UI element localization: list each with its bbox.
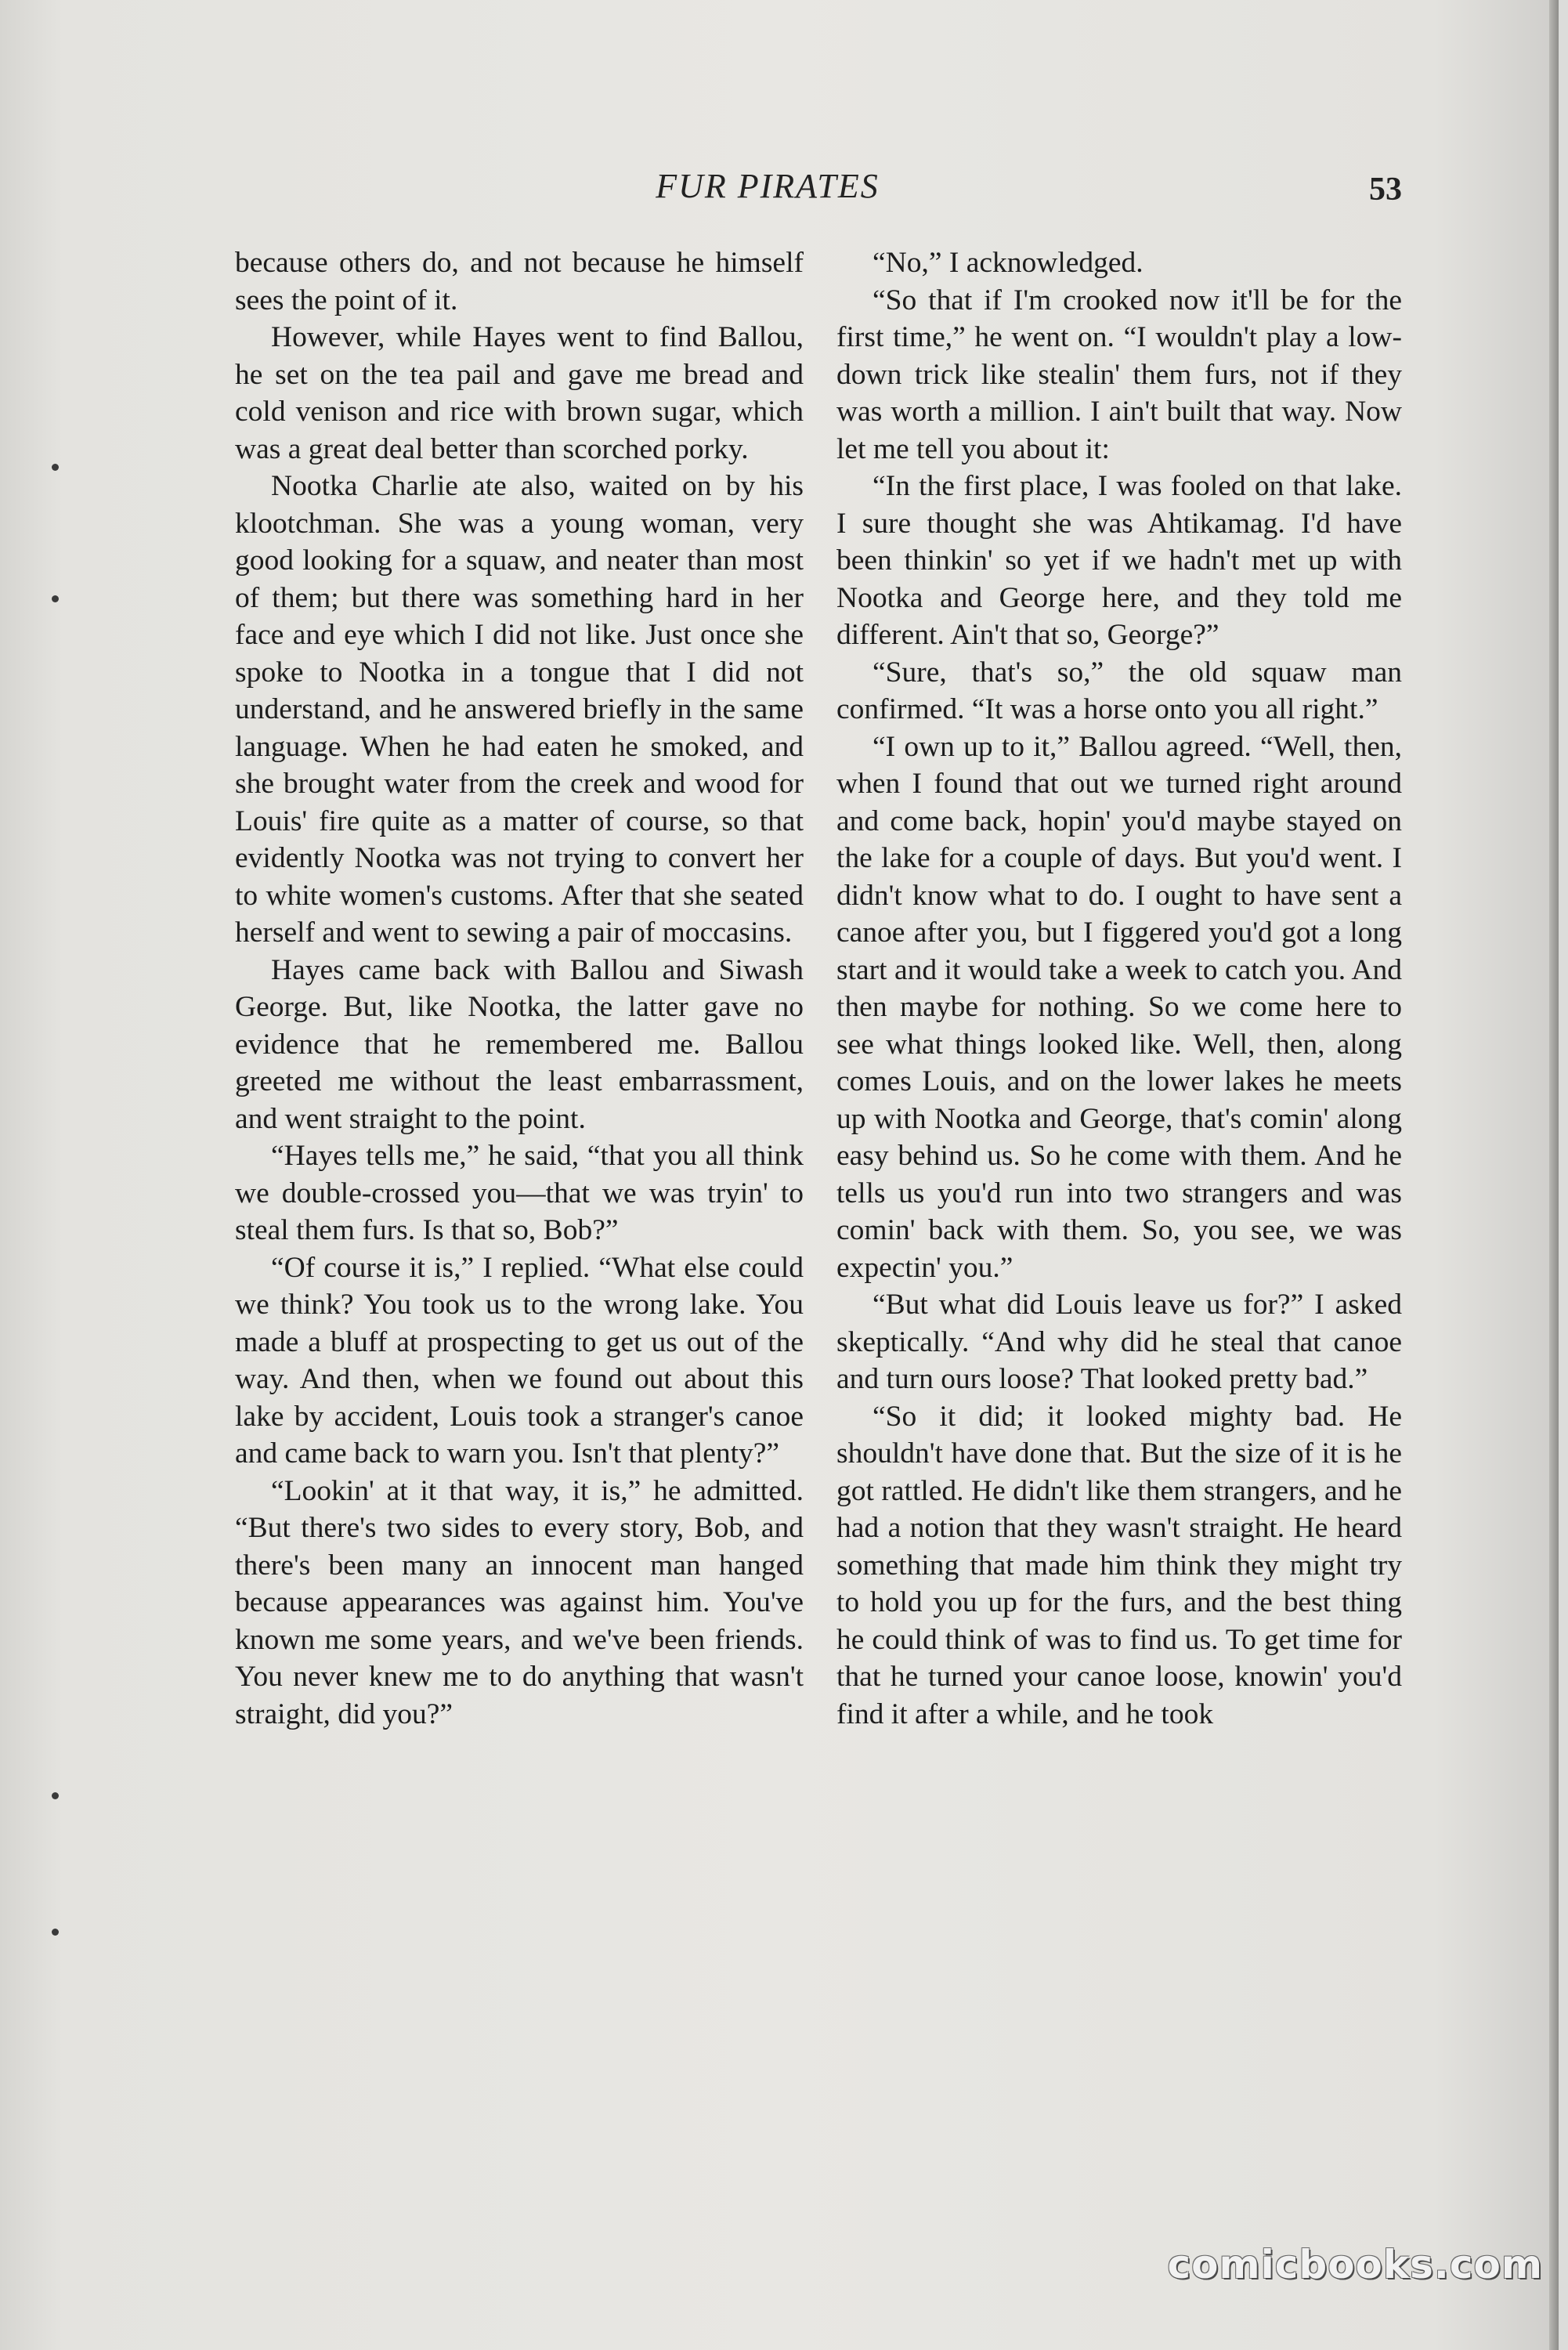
running-head-title: FUR PIRATES	[656, 167, 880, 205]
paragraph: because others do, and not because he himself sees the point of it.	[235, 247, 804, 316]
paragraph: “No,” I acknowledged.	[873, 247, 1143, 279]
paragraph: “So it did; it looked mighty bad. He shouldn't have done that. But the size of it is he got rattled. He didn't like them strangers, and he had a notion that they wasn't straight. He heard something that made him think they might try to hold you up for the furs, and the best thing he could think of was to find us. To get time for that he turned your canoe loose, knowin' you'd find it after a while, and he took	[836, 1400, 1402, 1730]
binding-hole	[52, 464, 59, 471]
paragraph: “So that if I'm crooked now it'll be for the first time,” he went on. “I wouldn't play a low-down trick like stealin' them furs, not if they was worth a million. I ain't built that way. Now let me tell you about it:	[836, 284, 1402, 465]
paragraph: “Of course it is,” I replied. “What else could we think? You took us to the wrong lake. You made a bluff at prospecting to get us out of the way. And then, when we found out about this lake by accident, Louis took a stranger's canoe and came back to warn you. Isn't that plenty?”	[235, 1251, 804, 1470]
paragraph: “Sure, that's so,” the old squaw man confirmed. “It was a horse onto you all right.”	[836, 656, 1402, 725]
binding-hole	[52, 595, 59, 602]
paragraph: “Lookin' at it that way, it is,” he admitted. “But there's two sides to every story, Bob, and there's been many an innocent man hanged because appearances was against him. You've known me some years, and we've been friends. You never knew me to do anything that wasn't straight, did you?”	[235, 1474, 804, 1730]
paragraph: “I own up to it,” Ballou agreed. “Well, then, when I found that out we turned right around and come back, hopin' you'd maybe stayed on the lake for a couple of days. But you'd went. I didn't know what to do. I ought to have sent a canoe after you, but I figgered you'd got a long start and it would take a week to catch you. And then maybe for nothing. So we come here to see what things looked like. Well, then, along comes Louis, and on the lower lakes he meets up with Nootka and George, that's comin' along easy behind us. So he come with them. And he tells us you'd run into two strangers and was comin' back with them. So, you see, we was expectin' you.”	[836, 730, 1402, 1284]
site-watermark: comicbooks.com	[1167, 2242, 1543, 2287]
left-text-column	[235, 244, 804, 1733]
right-text-column	[836, 244, 1402, 1733]
binding-hole	[52, 1792, 59, 1799]
paragraph: “In the first place, I was fooled on that lake. I sure thought she was Ahtikamag. I'd have been thinkin' so yet if we hadn't met up with Nootka and George here, and they told me different. Ain't that so, George?”	[836, 470, 1402, 651]
paragraph: “But what did Louis leave us for?” I asked skeptically. “And why did he steal that canoe and turn ours loose? That looked pretty bad.”	[836, 1289, 1402, 1395]
paragraph: Hayes came back with Ballou and Siwash George. But, like Nootka, the latter gave no evidence that he remembered me. Ballou greeted me without the least embarrassment, and went straight to the point.	[235, 953, 804, 1135]
paragraph: “Hayes tells me,” he said, “that you all think we double-crossed you—that we was tryin' to steal them furs. Is that so, Bob?”	[235, 1140, 804, 1246]
binding-hole	[52, 1929, 59, 1936]
page-edge	[1549, 0, 1559, 2350]
paragraph: Nootka Charlie ate also, waited on by his klootchman. She was a young woman, very good looking for a squaw, and neater than most of them; but there was something hard in her face and eye which I did not like. Just once she spoke to Nootka in a tongue that I did not understand, and he answered briefly in the same language. When he had eaten he smoked, and she brought water from the creek and wood for Louis' fire quite as a matter of course, so that evidently Nootka was not trying to convert her to white women's customs. After that she seated herself and went to sewing a pair of moccasins.	[235, 470, 804, 949]
page-number: 53	[1369, 172, 1402, 208]
paragraph: However, while Hayes went to find Ballou, he set on the tea pail and gave me bread and cold venison and rice with brown sugar, which was a great deal better than scorched porky.	[235, 321, 804, 465]
